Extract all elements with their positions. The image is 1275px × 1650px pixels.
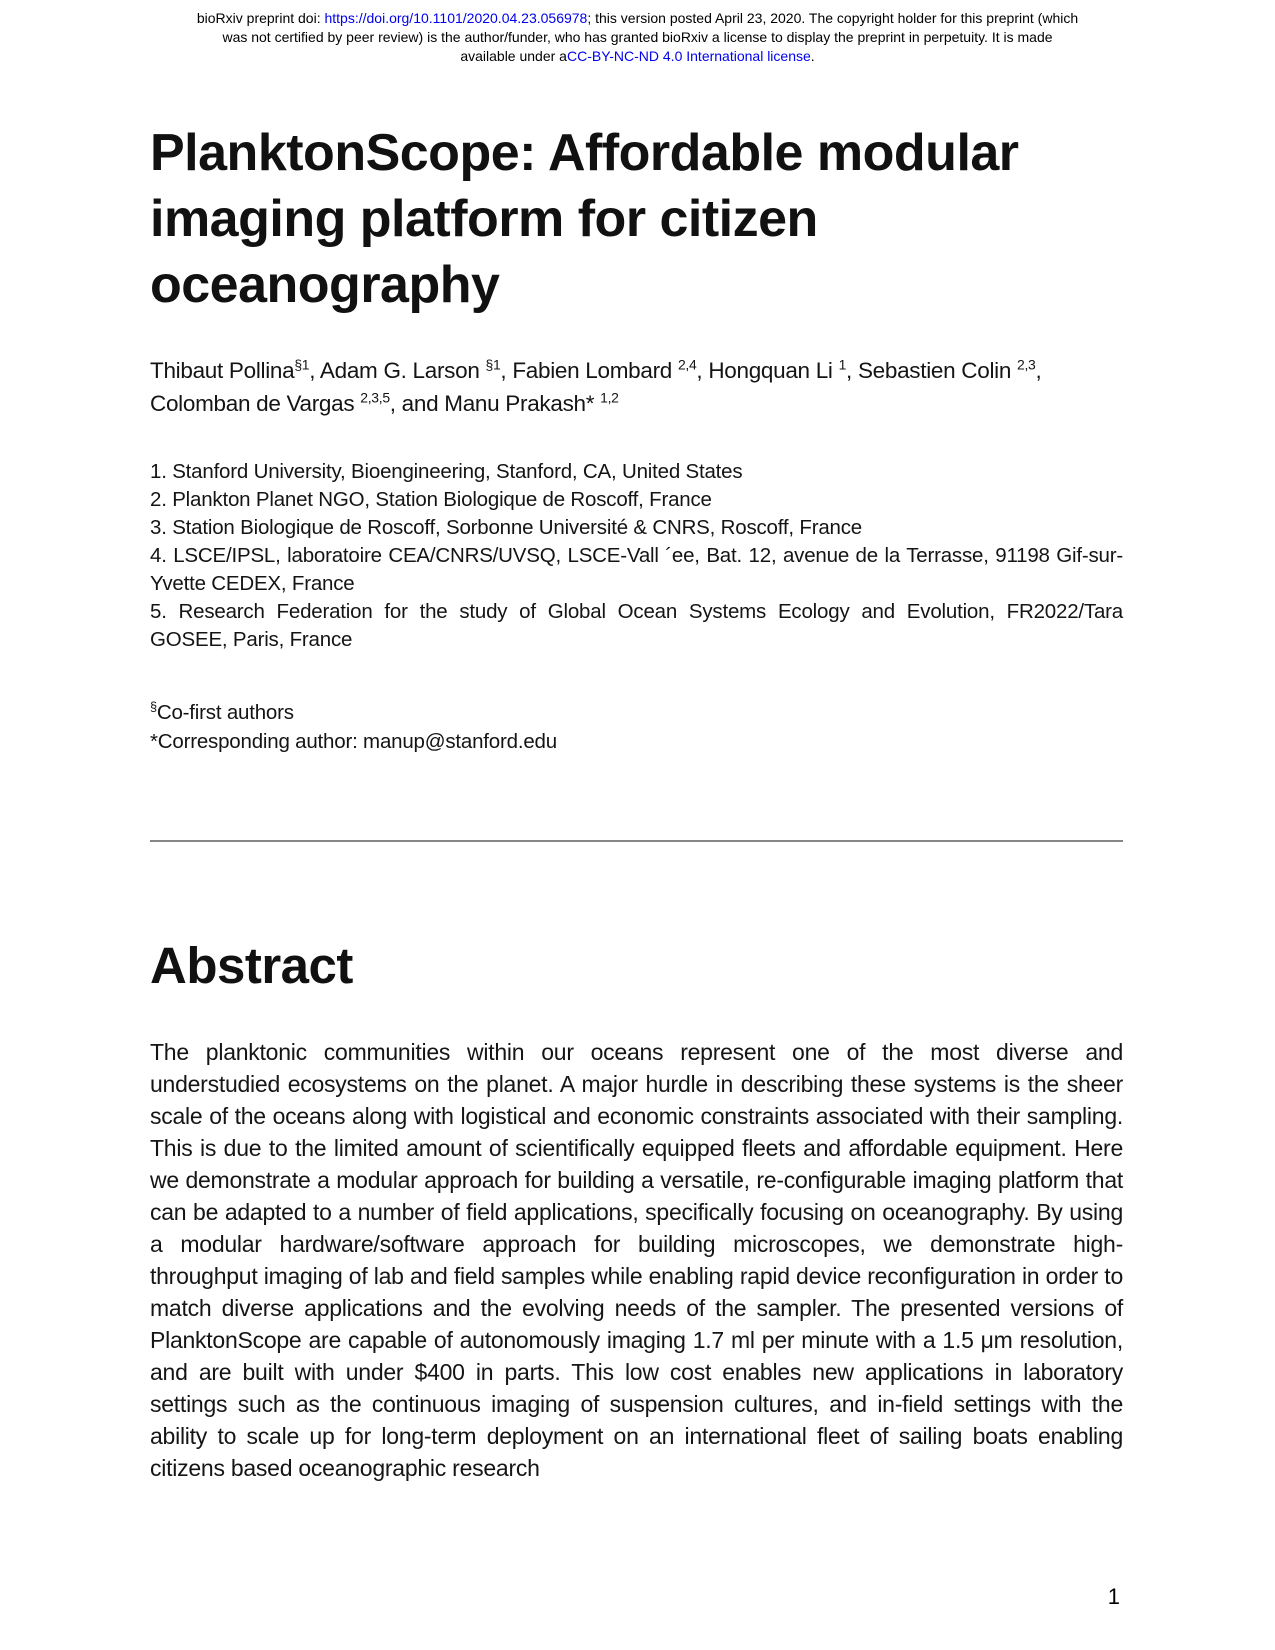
banner-text: bioRxiv preprint doi:: [196, 10, 325, 26]
cofirst-footnote: [150, 698, 1123, 727]
section-mark: §: [150, 699, 157, 715]
banner-line-2: was not certified by peer review) is the author/funder, who has granted bioRxiv a license to display the preprint in perpetuity. It is made: [222, 29, 1053, 45]
author-list: [150, 354, 1123, 420]
paper-content: [0, 120, 1275, 1484]
authors-line-2: [150, 387, 1123, 420]
author-separator: , and: [389, 391, 445, 416]
author-name: Adam G. Larson: [319, 358, 486, 383]
author-superscript: §1: [485, 356, 501, 373]
author-separator: ,: [309, 358, 320, 383]
abstract-heading: Abstract: [150, 937, 353, 994]
affiliation-item: 5. Research Federation for the study of Global Ocean Systems Ecology and Evolution, FR2022/Tara GOSEE, Paris, France: [150, 600, 1123, 651]
author-footnotes: [150, 698, 1123, 756]
biorxiv-banner: [88, 9, 1188, 66]
author-name: Thibaut Pollina: [150, 358, 295, 383]
abstract-paragraph: The planktonic communities within our oceans represent one of the most diverse and understudied ecosystems on the planet. A major hurdle in describing these systems is the sheer scale of the oceans along with logistical and economic constraints associated with their sampling. This is due to the limited amount of scientifically equipped fleets and affordable equipment. Here we demonstrate a modular approach for building a versatile, re-configurable imaging platform that can be adapted to a number of field applications, specifically focusing on oceanography. By using a modular hardware/software approach for building microscopes, we demonstrate high-throughput imaging of lab and field samples while enabling rapid device reconfiguration in order to match diverse applications and the evolving needs of the sampler. The presented versions of PlanktonScope are capable of autonomously imaging 1.7 ml per minute with a 1.5 μm resolution, and are built with under $400 in parts. This low cost enables new applications in laboratory settings such as the continuous imaging of suspension cultures, and in-field settings with the ability to scale up for long-term deployment on an international fleet of sailing boats enabling citizens based oceanographic research: [150, 1039, 1123, 1481]
author-separator: ,: [1035, 358, 1042, 383]
paper-title: PlanktonScope: Affordable modular imaging platform for citizen oceanography: [150, 124, 1019, 314]
banner-text: ; this version posted April 23, 2020. The copyright holder for this preprint (which: [587, 10, 1079, 26]
author-superscript: 2,3,5: [360, 389, 390, 406]
affiliation-item: 4. LSCE/IPSL, laboratoire CEA/CNRS/UVSQ, LSCE-Vall ´ee, Bat. 12, avenue de la Terrasse, 91198 Gif-sur-Yvette CEDEX, France: [150, 544, 1123, 595]
author-separator: ,: [846, 358, 858, 383]
affiliation-item: 3. Station Biologique de Roscoff, Sorbonne Université & CNRS, Roscoff, France: [150, 516, 862, 539]
author-name: Manu Prakash*: [444, 391, 601, 416]
author-superscript: 1,2: [600, 389, 619, 406]
affiliation-item: 1. Stanford University, Bioengineering, Stanford, CA, United States: [150, 460, 743, 483]
banner-text: .: [810, 48, 815, 64]
banner-line-3: [88, 47, 1188, 66]
section-divider: [150, 840, 1123, 842]
authors-line-1: [150, 354, 1123, 387]
affiliation-item: 2. Plankton Planet NGO, Station Biologique de Roscoff, France: [150, 488, 712, 511]
author-name: Colomban de Vargas: [150, 391, 361, 416]
doi-link[interactable]: https://doi.org/10.1101/2020.04.23.056978: [324, 10, 588, 26]
author-superscript: 2,3: [1017, 356, 1036, 373]
author-name: Hongquan Li: [708, 358, 839, 383]
author-superscript: 1: [838, 356, 847, 373]
author-superscript: §1: [294, 356, 310, 373]
cofirst-text: Co-first authors: [156, 701, 294, 724]
corresponding-footnote: *Corresponding author: manup@stanford.edu: [150, 730, 557, 753]
author-separator: ,: [696, 358, 709, 383]
license-link[interactable]: CC-BY-NC-ND 4.0 International license: [566, 48, 811, 64]
affiliation-list: [150, 458, 1123, 654]
page-number: 1: [1107, 1584, 1120, 1609]
author-superscript: 2,4: [677, 356, 697, 373]
author-name: Sebastien Colin: [857, 358, 1018, 383]
author-name: Fabien Lombard: [512, 358, 678, 383]
banner-text: available under a: [460, 48, 567, 64]
banner-line-1: [88, 9, 1188, 28]
author-separator: ,: [500, 358, 513, 383]
